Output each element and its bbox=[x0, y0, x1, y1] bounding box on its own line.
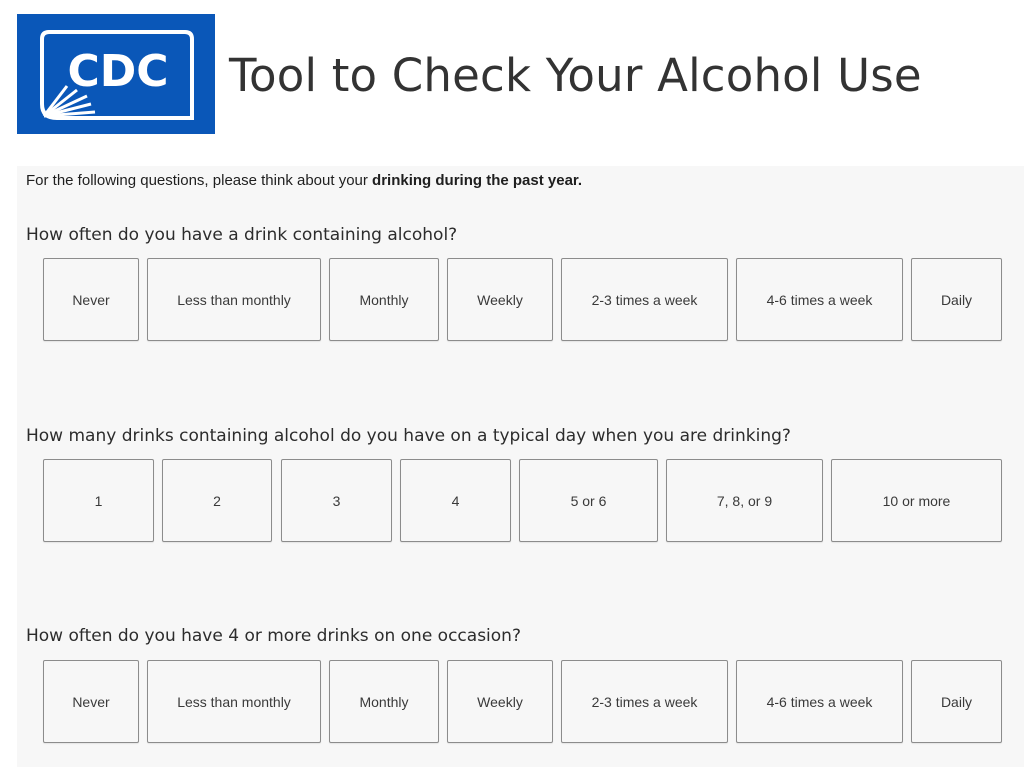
cdc-logo-mark bbox=[17, 14, 215, 134]
q1-option-less-than-monthly[interactable]: Less than monthly bbox=[147, 258, 321, 341]
q1-option-weekly[interactable]: Weekly bbox=[447, 258, 553, 341]
q1-option-2-3-times-a-week[interactable]: 2-3 times a week bbox=[561, 258, 728, 341]
q3-option-4-6-times-a-week[interactable]: 4-6 times a week bbox=[736, 660, 903, 743]
page-title: Tool to Check Your Alcohol Use bbox=[229, 49, 922, 102]
q3-option-never[interactable]: Never bbox=[43, 660, 139, 743]
q1-option-never[interactable]: Never bbox=[43, 258, 139, 341]
page-header bbox=[0, 0, 1024, 160]
q2-option-5-or-6[interactable]: 5 or 6 bbox=[519, 459, 658, 542]
q2-option-3[interactable]: 3 bbox=[281, 459, 392, 542]
intro-text bbox=[26, 171, 582, 191]
q1-option-monthly[interactable]: Monthly bbox=[329, 258, 439, 341]
question-2-text: How many drinks containing alcohol do you have on a typical day when you are drinking? bbox=[26, 426, 791, 446]
logo-text: CDC bbox=[67, 46, 169, 97]
cdc-logo[interactable] bbox=[17, 14, 215, 134]
q1-option-daily[interactable]: Daily bbox=[911, 258, 1002, 341]
q3-option-less-than-monthly[interactable]: Less than monthly bbox=[147, 660, 321, 743]
question-3-text: How often do you have 4 or more drinks on one occasion? bbox=[26, 626, 521, 646]
q3-option-monthly[interactable]: Monthly bbox=[329, 660, 439, 743]
question-1-text: How often do you have a drink containing alcohol? bbox=[26, 225, 458, 245]
q2-option-2[interactable]: 2 bbox=[162, 459, 272, 542]
q2-option-4[interactable]: 4 bbox=[400, 459, 511, 542]
intro-text-bold: drinking during the past year. bbox=[372, 172, 583, 189]
q2-option-10-or-more[interactable]: 10 or more bbox=[831, 459, 1002, 542]
q2-option-1[interactable]: 1 bbox=[43, 459, 154, 542]
intro-text-plain: For the following questions, please think about your bbox=[26, 172, 373, 189]
q1-option-4-6-times-a-week[interactable]: 4-6 times a week bbox=[736, 258, 903, 341]
q3-option-weekly[interactable]: Weekly bbox=[447, 660, 553, 743]
q2-option-7-8-or-9[interactable]: 7, 8, or 9 bbox=[666, 459, 823, 542]
questionnaire-panel bbox=[17, 166, 1024, 767]
q3-option-daily[interactable]: Daily bbox=[911, 660, 1002, 743]
q3-option-2-3-times-a-week[interactable]: 2-3 times a week bbox=[561, 660, 728, 743]
